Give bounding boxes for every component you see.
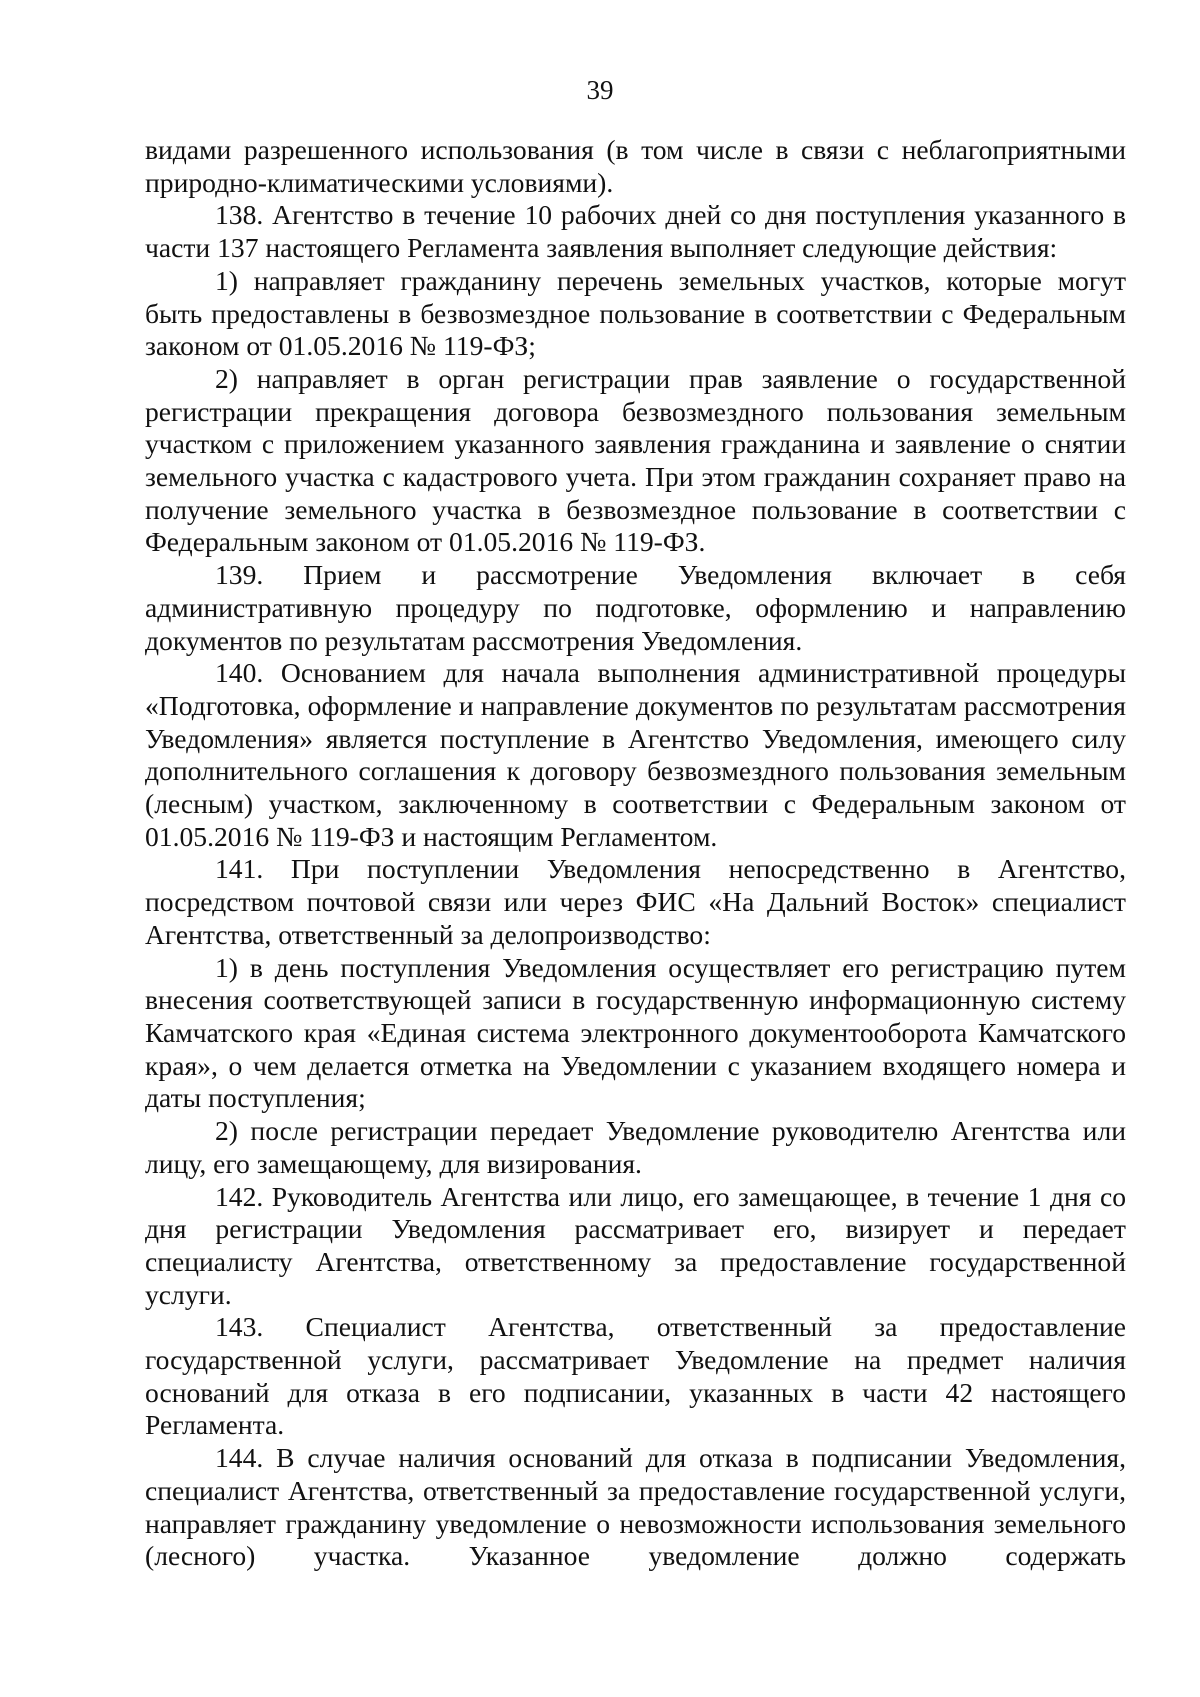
paragraph-143: 143. Специалист Агентства, ответственный за предоставление государственной услуги, рассматривает Уведомление на предмет наличия оснований для отказа в его подписании, указанных в части 42 настоящего Регламента.	[145, 1311, 1126, 1441]
paragraph-139: 139. Прием и рассмотрение Уведомления включает в себя административную процедуру по подготовке, оформлению и направлению документов по результатам рассмотрения Уведомления.	[145, 559, 1126, 656]
paragraph-138-item-1: 1) направляет гражданину перечень земельных участков, которые могут быть предоставлены в безвозмездное пользование в соответствии с Федеральным законом от 01.05.2016 № 119-ФЗ;	[145, 264, 1126, 362]
paragraph-141-item-1: 1) в день поступления Уведомления осуществляет его регистрацию путем внесения соответствующей записи в государственную информационную систему Камчатского края «Единая система электронного документооборота Камчатского края», о чем делается отметка на Уведомлении с указанием входящего номера и даты поступления;	[145, 951, 1126, 1114]
document-body	[145, 134, 1126, 1573]
paragraph-140: 140. Основанием для начала выполнения административной процедуры «Подготовка, оформление и направление документов по результатам рассмотрения Уведомления» является поступление в Агентство Уведомления, имеющего силу дополнительного соглашения к договору безвозмездного пользования земельным (лесным) участком, заключенному в соответствии с Федеральным законом от 01.05.2016 № 119-ФЗ и настоящим Регламентом.	[145, 657, 1126, 852]
paragraph-144: 144. В случае наличия оснований для отказа в подписании Уведомления, специалист Агентства, ответственный за предоставление государственной услуги, направляет гражданину уведомление о невозможности использования земельного (лесного) участка. Указанное уведомление должно содержать	[145, 1442, 1126, 1572]
paragraph-138: 138. Агентство в течение 10 рабочих дней со дня поступления указанного в части 137 настоящего Регламента заявления выполняет следующие действия:	[145, 199, 1126, 264]
paragraph-141-item-2: 2) после регистрации передает Уведомление руководителю Агентства или лицу, его замещающему, для визирования.	[145, 1115, 1126, 1179]
paragraph-141: 141. При поступлении Уведомления непосредственно в Агентство, посредством почтовой связи или через ФИС «На Дальний Восток» специалист Агентства, ответственный за делопроизводство:	[145, 853, 1126, 950]
paragraph-138-item-2: 2) направляет в орган регистрации прав заявление о государственной регистрации прекращения договора безвозмездного пользования земельным участком с приложением указанного заявления гражданина и заявление о снятии земельного участка с кадастрового учета. При этом гражданин сохраняет право на получение земельного участка в безвозмездное пользование в соответствии с Федеральным законом от 01.05.2016 № 119-ФЗ.	[145, 362, 1126, 558]
paragraph-continuation: видами разрешенного использования (в том числе в связи с неблагоприятными природно-климатическими условиями).	[145, 134, 1126, 198]
page-number: 39	[586, 75, 614, 105]
paragraph-142: 142. Руководитель Агентства или лицо, его замещающее, в течение 1 дня со дня регистрации Уведомления рассматривает его, визирует и передает специалисту Агентства, ответственному за предоставление государственной услуги.	[145, 1180, 1126, 1310]
